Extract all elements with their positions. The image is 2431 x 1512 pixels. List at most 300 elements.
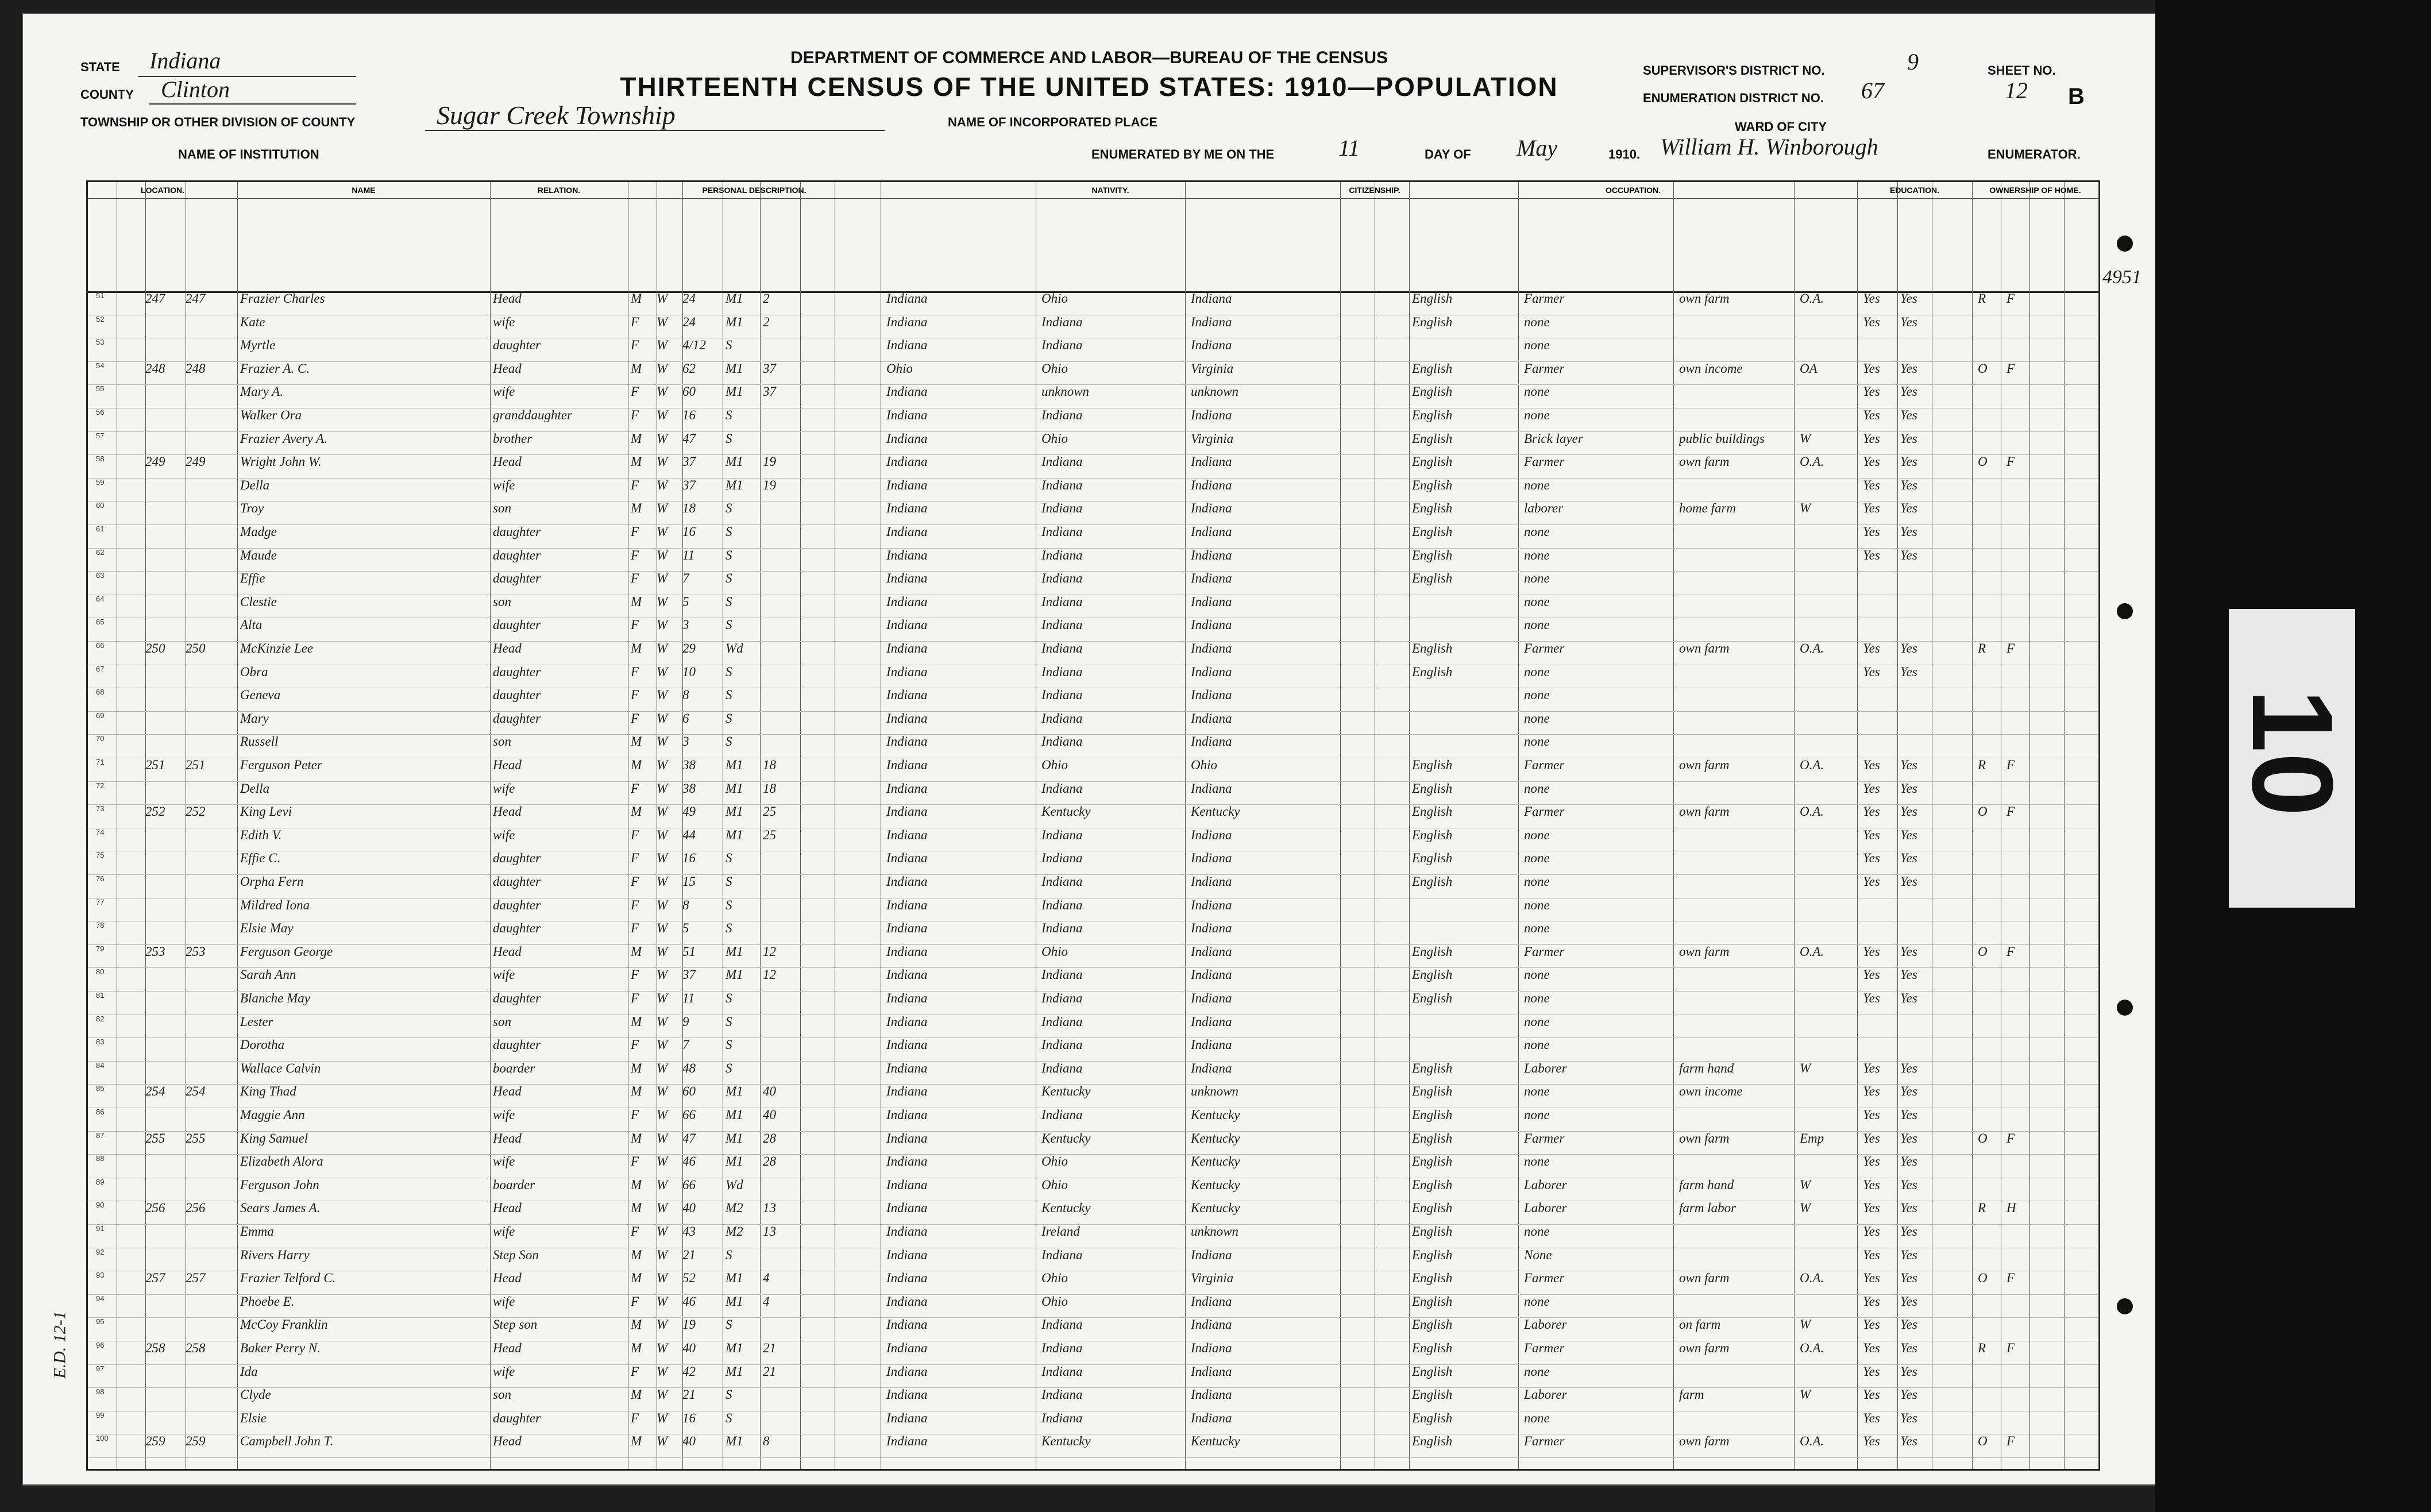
cell-occ: Farmer bbox=[1524, 1341, 1565, 1355]
cell-read: Yes bbox=[1863, 1341, 1880, 1355]
cell-occ: Laborer bbox=[1524, 1387, 1567, 1402]
cell-emp: O.A. bbox=[1800, 1341, 1824, 1355]
cell-race: W bbox=[657, 758, 668, 772]
cell-mpob: Indiana bbox=[1191, 827, 1232, 842]
cell-read: Yes bbox=[1863, 758, 1880, 772]
cell-read: Yes bbox=[1863, 1201, 1880, 1216]
cell-fpob: Ohio bbox=[1041, 1294, 1068, 1309]
binder-hole bbox=[2117, 1298, 2133, 1314]
line-number: 78 bbox=[96, 921, 105, 930]
cell-race: W bbox=[657, 874, 668, 889]
cell-race: W bbox=[657, 967, 668, 982]
table-row bbox=[88, 1271, 2098, 1295]
cell-fpob: Ireland bbox=[1041, 1224, 1080, 1239]
cell-name: Lester bbox=[240, 1014, 273, 1029]
cell-pob: Indiana bbox=[886, 1247, 928, 1262]
cell-farm: F bbox=[2006, 291, 2015, 306]
cell-lang: English bbox=[1412, 1201, 1453, 1216]
cell-occ: none bbox=[1524, 571, 1550, 586]
cell-emp: OA bbox=[1800, 361, 1818, 376]
cell-age: 62 bbox=[682, 361, 696, 376]
cell-rel: wife bbox=[493, 1364, 515, 1379]
cell-mpob: Indiana bbox=[1191, 408, 1232, 422]
cell-name: Obra bbox=[240, 664, 268, 679]
cell-sex: F bbox=[631, 547, 639, 562]
cell-yrs: 19 bbox=[763, 477, 776, 492]
line-number: 69 bbox=[96, 711, 105, 720]
place-label: NAME OF INCORPORATED PLACE bbox=[948, 115, 1158, 129]
county-label: COUNTY bbox=[80, 87, 134, 102]
cell-lang: English bbox=[1412, 1271, 1453, 1286]
group-personal: PERSONAL DESCRIPTION. bbox=[628, 182, 881, 199]
cell-occ: none bbox=[1524, 1154, 1550, 1169]
cell-name: Edith V. bbox=[240, 827, 282, 842]
cell-fam: 258 bbox=[186, 1341, 206, 1355]
cell-rel: daughter bbox=[493, 711, 541, 726]
cell-fpob: Indiana bbox=[1041, 1387, 1083, 1402]
cell-write: Yes bbox=[1900, 1434, 1917, 1449]
table-row bbox=[88, 1154, 2098, 1178]
cell-mpob: Indiana bbox=[1191, 1037, 1232, 1052]
cell-age: 38 bbox=[682, 781, 696, 796]
cell-sex: F bbox=[631, 711, 639, 726]
cell-fpob: Indiana bbox=[1041, 314, 1083, 329]
cell-rel: wife bbox=[493, 827, 515, 842]
cell-name: Emma bbox=[240, 1224, 274, 1239]
cell-age: 37 bbox=[682, 454, 696, 469]
cell-read: Yes bbox=[1863, 967, 1880, 982]
cell-race: W bbox=[657, 618, 668, 632]
cell-mpob: Indiana bbox=[1191, 851, 1232, 866]
cell-mpob: Indiana bbox=[1191, 1341, 1232, 1355]
cell-pob: Indiana bbox=[886, 1014, 928, 1029]
cell-dw: 247 bbox=[145, 291, 165, 306]
cell-sex: F bbox=[631, 1410, 639, 1425]
cell-sex: F bbox=[631, 874, 639, 889]
cell-read: Yes bbox=[1863, 1387, 1880, 1402]
group-relation: RELATION. bbox=[490, 182, 628, 199]
cell-mpob: Indiana bbox=[1191, 1014, 1232, 1029]
cell-mpob: Kentucky bbox=[1191, 1154, 1240, 1169]
cell-race: W bbox=[657, 408, 668, 422]
cell-occ: Laborer bbox=[1524, 1201, 1567, 1216]
cell-race: W bbox=[657, 1294, 668, 1309]
cell-mpob: unknown bbox=[1191, 1224, 1239, 1239]
cell-write: Yes bbox=[1900, 991, 1917, 1005]
cell-mpob: Indiana bbox=[1191, 338, 1232, 353]
cell-age: 16 bbox=[682, 524, 696, 539]
cell-name: Mary A. bbox=[240, 384, 283, 399]
cell-name: Ferguson John bbox=[240, 1177, 319, 1192]
cell-fpob: Indiana bbox=[1041, 1410, 1083, 1425]
cell-age: 15 bbox=[682, 874, 696, 889]
cell-yrs: 25 bbox=[763, 827, 776, 842]
cell-name: Ferguson George bbox=[240, 944, 333, 959]
ward-label: WARD OF CITY bbox=[1735, 119, 1827, 134]
cell-pob: Indiana bbox=[886, 571, 928, 586]
frame-stamp bbox=[2229, 609, 2355, 908]
cell-mpob: Indiana bbox=[1191, 618, 1232, 632]
line-number: 92 bbox=[96, 1247, 105, 1256]
cell-lang: English bbox=[1412, 781, 1453, 796]
cell-name: King Thad bbox=[240, 1084, 296, 1099]
cell-farm: F bbox=[2006, 1271, 2015, 1286]
table-row bbox=[88, 1108, 2098, 1132]
cell-farm: F bbox=[2006, 361, 2015, 376]
cell-ms: S bbox=[726, 734, 732, 749]
cell-sex: M bbox=[631, 944, 642, 959]
cell-sex: F bbox=[631, 524, 639, 539]
cell-name: Ida bbox=[240, 1364, 258, 1379]
cell-age: 51 bbox=[682, 944, 696, 959]
cell-pob: Indiana bbox=[886, 524, 928, 539]
cell-fam: 254 bbox=[186, 1084, 206, 1099]
cell-lang: English bbox=[1412, 314, 1453, 329]
county-underline bbox=[149, 103, 356, 105]
table-row bbox=[88, 758, 2098, 782]
cell-yrs: 40 bbox=[763, 1108, 776, 1122]
cell-ind: own farm bbox=[1679, 291, 1730, 306]
cell-rel: wife bbox=[493, 1294, 515, 1309]
cell-dw: 253 bbox=[145, 944, 165, 959]
cell-race: W bbox=[657, 1037, 668, 1052]
cell-write: Yes bbox=[1900, 477, 1917, 492]
cell-ind: own farm bbox=[1679, 1131, 1730, 1145]
cell-fam: 249 bbox=[186, 454, 206, 469]
cell-read: Yes bbox=[1863, 944, 1880, 959]
cell-lang: English bbox=[1412, 408, 1453, 422]
cell-dw: 250 bbox=[145, 641, 165, 655]
table-row bbox=[88, 384, 2098, 408]
cell-sex: M bbox=[631, 1201, 642, 1216]
cell-yrs: 8 bbox=[763, 1434, 770, 1449]
cell-pob: Indiana bbox=[886, 1177, 928, 1192]
cell-occ: None bbox=[1524, 1247, 1552, 1262]
cell-read: Yes bbox=[1863, 501, 1880, 516]
cell-fam: 253 bbox=[186, 944, 206, 959]
cell-name: Walker Ora bbox=[240, 408, 302, 422]
cell-yrs: 12 bbox=[763, 944, 776, 959]
cell-sex: M bbox=[631, 1177, 642, 1192]
cell-emp: O.A. bbox=[1800, 1271, 1824, 1286]
cell-age: 38 bbox=[682, 758, 696, 772]
cell-fpob: Indiana bbox=[1041, 1364, 1083, 1379]
cell-mpob: Indiana bbox=[1191, 641, 1232, 655]
cell-emp: O.A. bbox=[1800, 641, 1824, 655]
cell-ms: M1 bbox=[726, 1271, 743, 1286]
cell-race: W bbox=[657, 1224, 668, 1239]
cell-sex: M bbox=[631, 1434, 642, 1449]
cell-fpob: Indiana bbox=[1041, 501, 1083, 516]
cell-mpob: unknown bbox=[1191, 384, 1239, 399]
cell-sex: M bbox=[631, 291, 642, 306]
cell-emp: O.A. bbox=[1800, 804, 1824, 819]
cell-fam: 252 bbox=[186, 804, 206, 819]
cell-sex: M bbox=[631, 594, 642, 609]
cell-fpob: Ohio bbox=[1041, 1154, 1068, 1169]
cell-read: Yes bbox=[1863, 1177, 1880, 1192]
cell-race: W bbox=[657, 384, 668, 399]
cell-rel: son bbox=[493, 501, 511, 516]
cell-own: O bbox=[1978, 1131, 1988, 1145]
cell-rel: Head bbox=[493, 1341, 522, 1355]
cell-sex: F bbox=[631, 921, 639, 936]
cell-name: King Levi bbox=[240, 804, 292, 819]
cell-write: Yes bbox=[1900, 967, 1917, 982]
cell-farm: F bbox=[2006, 454, 2015, 469]
line-number: 79 bbox=[96, 944, 105, 953]
binder-hole bbox=[2117, 1000, 2133, 1016]
cell-pob: Indiana bbox=[886, 1037, 928, 1052]
cell-ms: M1 bbox=[726, 758, 743, 772]
line-number: 72 bbox=[96, 781, 105, 790]
cell-mpob: Indiana bbox=[1191, 547, 1232, 562]
cell-fam: 247 bbox=[186, 291, 206, 306]
cell-fpob: Indiana bbox=[1041, 477, 1083, 492]
cell-write: Yes bbox=[1900, 314, 1917, 329]
table-row bbox=[88, 454, 2098, 479]
cell-read: Yes bbox=[1863, 431, 1880, 446]
cell-lang: English bbox=[1412, 1341, 1453, 1355]
enumerator-value: William H. Winborough bbox=[1660, 134, 1878, 160]
cell-mpob: Indiana bbox=[1191, 477, 1232, 492]
cell-own: R bbox=[1978, 758, 1986, 772]
cell-lang: English bbox=[1412, 1294, 1453, 1309]
cell-pob: Indiana bbox=[886, 477, 928, 492]
cell-mpob: Indiana bbox=[1191, 734, 1232, 749]
cell-age: 52 bbox=[682, 1271, 696, 1286]
cell-yrs: 40 bbox=[763, 1084, 776, 1099]
cell-sex: M bbox=[631, 1247, 642, 1262]
cell-name: Phoebe E. bbox=[240, 1294, 295, 1309]
cell-rel: daughter bbox=[493, 571, 541, 586]
cell-name: Rivers Harry bbox=[240, 1247, 310, 1262]
table-row bbox=[88, 338, 2098, 362]
cell-name: Frazier Charles bbox=[240, 291, 325, 306]
cell-age: 24 bbox=[682, 314, 696, 329]
cell-pob: Indiana bbox=[886, 944, 928, 959]
cell-fpob: Indiana bbox=[1041, 641, 1083, 655]
cell-yrs: 25 bbox=[763, 804, 776, 819]
cell-age: 6 bbox=[682, 711, 689, 726]
cell-pob: Ohio bbox=[886, 361, 913, 376]
line-number: 76 bbox=[96, 874, 105, 883]
cell-rel: Step son bbox=[493, 1317, 538, 1332]
cell-emp: O.A. bbox=[1800, 454, 1824, 469]
cell-ms: S bbox=[726, 874, 732, 889]
cell-occ: none bbox=[1524, 664, 1550, 679]
cell-mpob: Indiana bbox=[1191, 688, 1232, 703]
cell-name: Orpha Fern bbox=[240, 874, 304, 889]
cell-sex: M bbox=[631, 1341, 642, 1355]
cell-occ: none bbox=[1524, 1014, 1550, 1029]
table-row bbox=[88, 1131, 2098, 1155]
cell-pob: Indiana bbox=[886, 991, 928, 1005]
cell-pob: Indiana bbox=[886, 804, 928, 819]
cell-rel: Head bbox=[493, 1131, 522, 1145]
cell-name: Mary bbox=[240, 711, 269, 726]
cell-rel: boarder bbox=[493, 1177, 535, 1192]
cell-fpob: Kentucky bbox=[1041, 1084, 1091, 1099]
cell-write: Yes bbox=[1900, 547, 1917, 562]
cell-ms: M1 bbox=[726, 1108, 743, 1122]
cell-emp: Emp bbox=[1800, 1131, 1824, 1145]
table-row bbox=[88, 1248, 2098, 1272]
cell-fpob: Indiana bbox=[1041, 874, 1083, 889]
cell-mpob: Indiana bbox=[1191, 454, 1232, 469]
supervisor-label: SUPERVISOR'S DISTRICT NO. bbox=[1643, 63, 1825, 78]
cell-ms: S bbox=[726, 408, 732, 422]
cell-lang: English bbox=[1412, 804, 1453, 819]
cell-mpob: Indiana bbox=[1191, 501, 1232, 516]
cell-read: Yes bbox=[1863, 1247, 1880, 1262]
line-number: 99 bbox=[96, 1410, 105, 1420]
cell-name: Campbell John T. bbox=[240, 1434, 334, 1449]
cell-occ: none bbox=[1524, 921, 1550, 936]
column-rule bbox=[2098, 182, 2099, 1469]
cell-lang: English bbox=[1412, 477, 1453, 492]
cell-farm: F bbox=[2006, 1131, 2015, 1145]
cell-rel: daughter bbox=[493, 1037, 541, 1052]
cell-write: Yes bbox=[1900, 1108, 1917, 1122]
cell-write: Yes bbox=[1900, 384, 1917, 399]
cell-lang: English bbox=[1412, 641, 1453, 655]
table-row bbox=[88, 571, 2098, 595]
line-number: 53 bbox=[96, 338, 105, 347]
cell-lang: English bbox=[1412, 361, 1453, 376]
cell-ms: S bbox=[726, 571, 732, 586]
cell-ms: M1 bbox=[726, 384, 743, 399]
cell-name: Russell bbox=[240, 734, 279, 749]
table-row bbox=[88, 1294, 2098, 1318]
cell-own: O bbox=[1978, 1271, 1988, 1286]
sheet-side: B bbox=[2068, 84, 2085, 109]
cell-occ: none bbox=[1524, 1224, 1550, 1239]
cell-name: Wright John W. bbox=[240, 454, 322, 469]
cell-name: Wallace Calvin bbox=[240, 1060, 321, 1075]
cell-fpob: Indiana bbox=[1041, 454, 1083, 469]
cell-age: 46 bbox=[682, 1294, 696, 1309]
table-row bbox=[88, 1434, 2098, 1458]
cell-write: Yes bbox=[1900, 454, 1917, 469]
cell-own: O bbox=[1978, 361, 1988, 376]
cell-mpob: Virginia bbox=[1191, 431, 1234, 446]
cell-sex: M bbox=[631, 454, 642, 469]
cell-age: 5 bbox=[682, 594, 689, 609]
cell-ms: S bbox=[726, 501, 732, 516]
cell-sex: F bbox=[631, 1154, 639, 1169]
cell-age: 11 bbox=[682, 991, 695, 1005]
cell-write: Yes bbox=[1900, 851, 1917, 866]
cell-age: 11 bbox=[682, 547, 695, 562]
cell-rel: daughter bbox=[493, 664, 541, 679]
cell-name: Maude bbox=[240, 547, 277, 562]
table-row bbox=[88, 874, 2098, 898]
cell-ms: M1 bbox=[726, 1084, 743, 1099]
cell-sex: F bbox=[631, 338, 639, 353]
cell-sex: M bbox=[631, 1060, 642, 1075]
cell-write: Yes bbox=[1900, 1177, 1917, 1192]
cell-pob: Indiana bbox=[886, 851, 928, 866]
table-row bbox=[88, 291, 2098, 315]
cell-fpob: Ohio bbox=[1041, 944, 1068, 959]
cell-rel: wife bbox=[493, 967, 515, 982]
cell-race: W bbox=[657, 734, 668, 749]
cell-farm: F bbox=[2006, 1341, 2015, 1355]
cell-own: O bbox=[1978, 1434, 1988, 1449]
line-number: 95 bbox=[96, 1317, 105, 1326]
cell-yrs: 28 bbox=[763, 1131, 776, 1145]
cell-age: 19 bbox=[682, 1317, 696, 1332]
table-row bbox=[88, 734, 2098, 758]
cell-age: 40 bbox=[682, 1201, 696, 1216]
cell-race: W bbox=[657, 291, 668, 306]
cell-read: Yes bbox=[1863, 991, 1880, 1005]
cell-occ: Farmer bbox=[1524, 1131, 1565, 1145]
cell-age: 4/12 bbox=[682, 338, 706, 353]
line-number: 71 bbox=[96, 758, 105, 766]
cell-rel: daughter bbox=[493, 338, 541, 353]
cell-mpob: Indiana bbox=[1191, 967, 1232, 982]
cell-name: Myrtle bbox=[240, 338, 276, 353]
cell-sex: F bbox=[631, 897, 639, 912]
cell-occ: none bbox=[1524, 874, 1550, 889]
line-number: 64 bbox=[96, 594, 105, 603]
line-number: 80 bbox=[96, 967, 105, 977]
table-row bbox=[88, 711, 2098, 735]
cell-fpob: Indiana bbox=[1041, 921, 1083, 936]
cell-ind: own farm bbox=[1679, 641, 1730, 655]
binder-hole bbox=[2117, 603, 2133, 619]
cell-race: W bbox=[657, 431, 668, 446]
cell-ind: home farm bbox=[1679, 501, 1737, 516]
cell-yrs: 37 bbox=[763, 361, 776, 376]
cell-ms: S bbox=[726, 1247, 732, 1262]
cell-pob: Indiana bbox=[886, 1341, 928, 1355]
cell-race: W bbox=[657, 1364, 668, 1379]
cell-rel: Head bbox=[493, 758, 522, 772]
cell-dw: 258 bbox=[145, 1341, 165, 1355]
day-label: DAY OF bbox=[1425, 147, 1471, 161]
cell-ms: S bbox=[726, 524, 732, 539]
table-row bbox=[88, 315, 2098, 339]
cell-occ: none bbox=[1524, 1108, 1550, 1122]
cell-write: Yes bbox=[1900, 501, 1917, 516]
cell-race: W bbox=[657, 641, 668, 655]
line-number: 94 bbox=[96, 1294, 105, 1303]
cell-ms: M1 bbox=[726, 944, 743, 959]
cell-age: 66 bbox=[682, 1177, 696, 1192]
group-education: EDUCATION. bbox=[1857, 182, 1973, 199]
cell-pob: Indiana bbox=[886, 967, 928, 982]
cell-mpob: Indiana bbox=[1191, 314, 1232, 329]
cell-ind: own farm bbox=[1679, 1271, 1730, 1286]
cell-own: O bbox=[1978, 454, 1988, 469]
cell-dw: 254 bbox=[145, 1084, 165, 1099]
cell-age: 3 bbox=[682, 618, 689, 632]
cell-occ: Farmer bbox=[1524, 641, 1565, 655]
cell-rel: wife bbox=[493, 1108, 515, 1122]
cell-race: W bbox=[657, 477, 668, 492]
cell-name: Sears James A. bbox=[240, 1201, 321, 1216]
cell-ind: on farm bbox=[1679, 1317, 1721, 1332]
cell-ind: own income bbox=[1679, 361, 1743, 376]
cell-ms: S bbox=[726, 338, 732, 353]
cell-age: 47 bbox=[682, 1131, 696, 1145]
cell-sex: F bbox=[631, 1108, 639, 1122]
cell-farm: F bbox=[2006, 1434, 2015, 1449]
cell-occ: Farmer bbox=[1524, 291, 1565, 306]
